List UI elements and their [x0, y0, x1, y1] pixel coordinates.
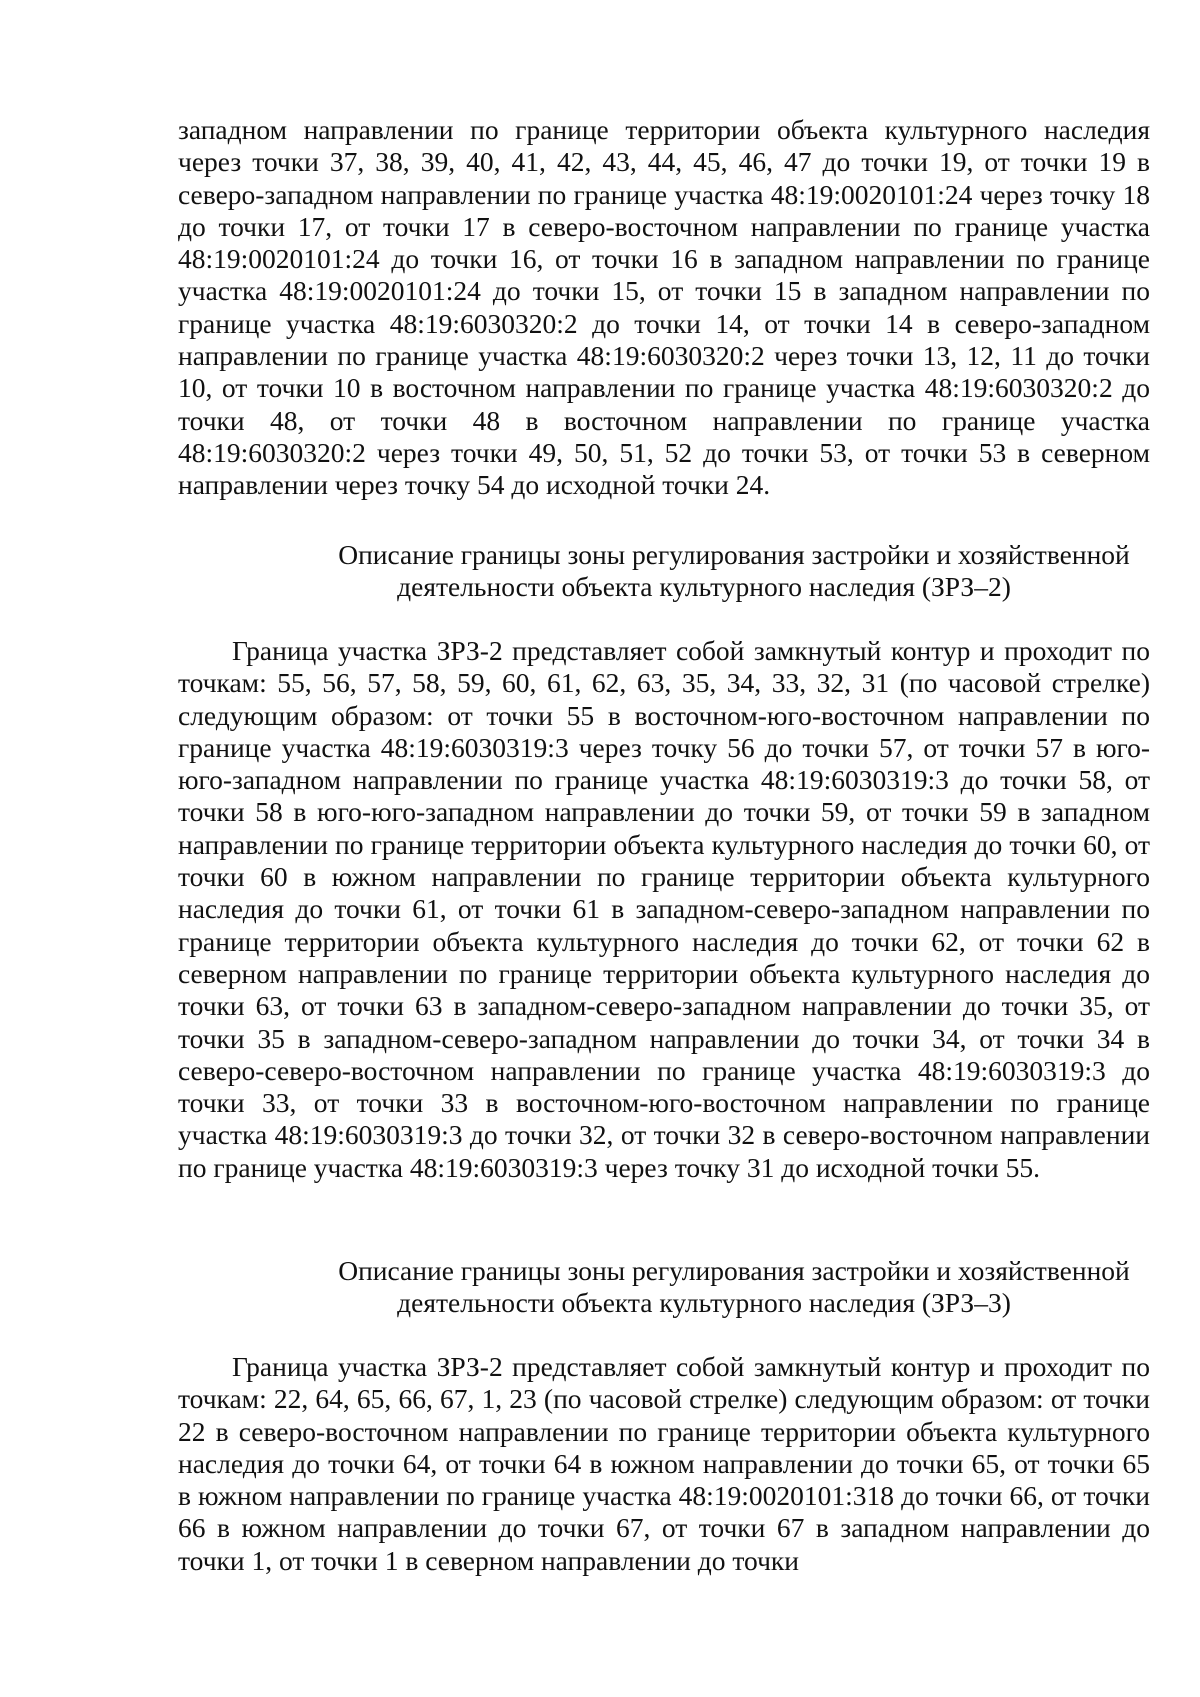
heading-line: Описание границы зоны регулирования застройки и хозяйственной — [338, 539, 1130, 570]
heading-line: деятельности объекта культурного наследия (ЗРЗ–3) — [397, 1287, 1011, 1319]
section-heading-zrz2 — [178, 539, 1150, 604]
continued-paragraph: западном направлении по границе территории объекта культурного наследия через точки 37, 38, 39, 40, 41, 42, 43, 44, 45, 46, 47 до точки 19, от точки 19 в северо-западном направлении по границе участка 48:19:0020101:24 через точку 18 до точки 17, от точки 17 в северо-восточном направлении по границе участка 48:19:0020101:24 до точки 16, от точки 16 в западном направлении по границе участка 48:19:0020101:24 до точки 15, от точки 15 в западном направлении по границе участка 48:19:6030320:2 до точки 14, от точки 14 в северо-западном направлении по границе участка 48:19:6030320:2 через точки 13, 12, 11 до точки 10, от точки 10 в восточном направлении по границе участка 48:19:6030320:2 до точки 48, от точки 48 в восточном направлении по границе участка 48:19:6030320:2 через точки 49, 50, 51, 52 до точки 53, от точки 53 в северном направлении через точку 54 до исходной точки 24. — [178, 114, 1150, 501]
section-heading-zrz3 — [178, 1255, 1150, 1320]
heading-line: Описание границы зоны регулирования застройки и хозяйственной — [338, 1255, 1130, 1286]
section-body-zrz2: Граница участка ЗРЗ-2 представляет собой замкнутый контур и проходит по точкам: 55, 56, 57, 58, 59, 60, 61, 62, 63, 35, 34, 33, 32, 31 (по часовой стрелке) следующим образом: от точки 55 в восточном-юго-восточном направлении по границе участка 48:19:6030319:3 через точку 56 до точки 57, от точки 57 в юго-юго-западном направлении по границе участка 48:19:6030319:3 до точки 58, от точки 58 в юго-юго-западном направлении до точки 59, от точки 59 в западном направлении по границе территории объекта культурного наследия до точки 60, от точки 60 в южном направлении по границе территории объекта культурного наследия до точки 61, от точки 61 в западном-северо-западном направлении по границе территории объекта культурного наследия до точки 62, от точки 62 в северном направлении по границе территории объекта культурного наследия до точки 63, от точки 63 в западном-северо-западном направлении до точки 35, от точки 35 в западном-северо-западном направлении до точки 34, от точки 34 в северо-северо-восточном направлении по границе участка 48:19:6030319:3 до точки 33, от точки 33 в восточном-юго-восточном направлении по границе участка 48:19:6030319:3 до точки 32, от точки 32 в северо-восточном направлении по границе участка 48:19:6030319:3 через точку 31 до исходной точки 55. — [178, 635, 1150, 1183]
section-body-zrz3: Граница участка ЗРЗ-2 представляет собой замкнутый контур и проходит по точкам: 22, 64, 65, 66, 67, 1, 23 (по часовой стрелке) следующим образом: от точки 22 в северо-восточном направлении по границе территории объекта культурного наследия до точки 64, от точки 64 в южном направлении до точки 65, от точки 65 в южном направлении по границе участка 48:19:0020101:318 до точки 66, от точки 66 в южном направлении до точки 67, от точки 67 в западном направлении до точки 1, от точки 1 в северном направлении до точки — [178, 1351, 1150, 1576]
heading-line: деятельности объекта культурного наследия (ЗРЗ–2) — [397, 571, 1011, 603]
